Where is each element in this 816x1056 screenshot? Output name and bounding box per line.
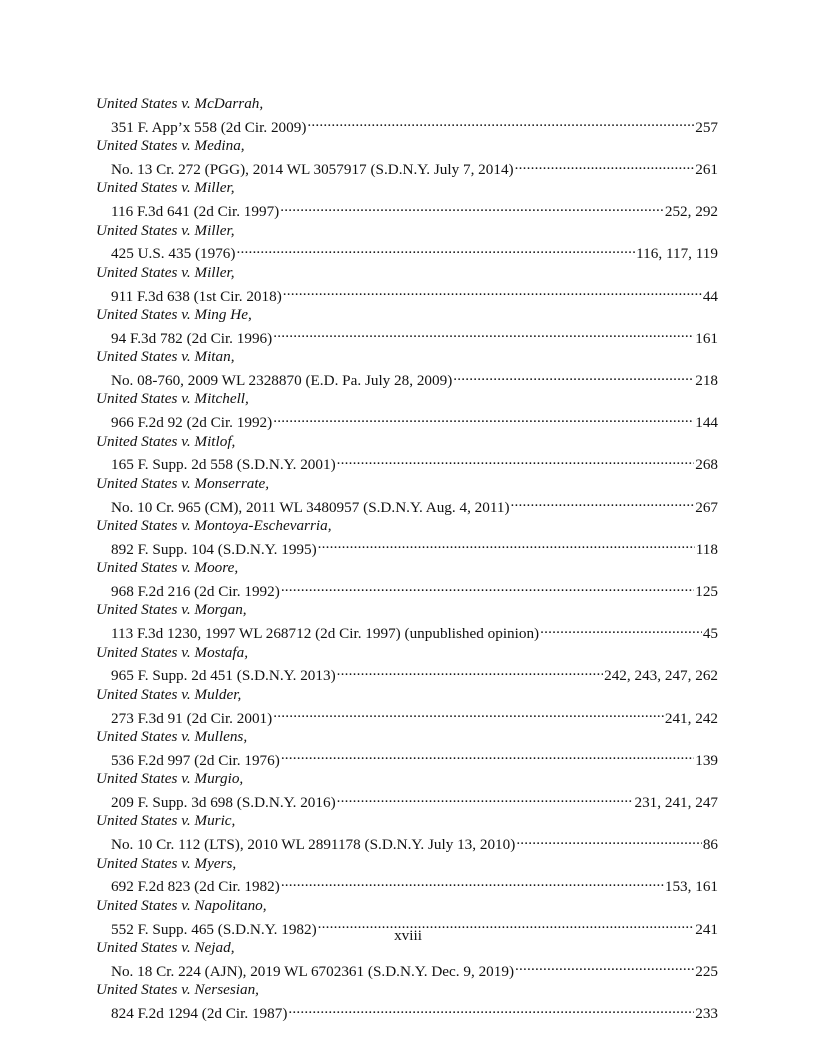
citation: No. 18 Cr. 224 (AJN), 2019 WL 6702361 (S.D.N.Y. Dec. 9, 2019) bbox=[111, 962, 515, 980]
page-references: 267 bbox=[695, 498, 718, 516]
citation-line bbox=[96, 957, 718, 981]
list-item bbox=[96, 137, 718, 179]
dot-leader bbox=[510, 493, 695, 511]
dot-leader bbox=[280, 578, 694, 596]
citation-line bbox=[96, 578, 718, 602]
citation: 966 F.2d 92 (2d Cir. 1992) bbox=[111, 414, 273, 432]
citation-line bbox=[96, 324, 718, 348]
dot-leader bbox=[272, 704, 664, 722]
citation-line bbox=[96, 1000, 718, 1024]
citation: 209 F. Supp. 3d 698 (S.D.N.Y. 2016) bbox=[111, 794, 336, 812]
page-references: 161 bbox=[695, 329, 718, 347]
page-references: 45 bbox=[702, 625, 718, 643]
dot-leader bbox=[306, 113, 694, 131]
case-name: United States v. Nejad, bbox=[96, 939, 235, 957]
citation-line bbox=[96, 831, 718, 855]
page-number: xviii bbox=[394, 927, 422, 944]
list-item bbox=[96, 644, 718, 686]
case-name: United States v. Miller, bbox=[96, 263, 235, 281]
dot-leader bbox=[336, 451, 695, 469]
list-item bbox=[96, 686, 718, 728]
citation: 94 F.3d 782 (2d Cir. 1996) bbox=[111, 329, 273, 347]
citation: 113 F.3d 1230, 1997 WL 268712 (2d Cir. 1997) (unpublished opinion) bbox=[111, 625, 540, 643]
citation-line bbox=[96, 620, 718, 644]
page-references: 233 bbox=[695, 1005, 718, 1023]
list-item bbox=[96, 601, 718, 643]
dot-leader bbox=[272, 409, 694, 427]
citation: 165 F. Supp. 2d 558 (S.D.N.Y. 2001) bbox=[111, 456, 336, 474]
dot-leader bbox=[287, 1000, 694, 1018]
case-name: United States v. Mostafa, bbox=[96, 643, 248, 661]
dot-leader bbox=[279, 198, 664, 216]
case-name: United States v. Murgio, bbox=[96, 770, 244, 788]
list-item bbox=[96, 390, 718, 432]
list-item bbox=[96, 95, 718, 137]
page-references: 218 bbox=[695, 372, 718, 390]
citation: No. 10 Cr. 965 (CM), 2011 WL 3480957 (S.D.N.Y. Aug. 4, 2011) bbox=[111, 498, 510, 516]
list-item bbox=[96, 812, 718, 854]
page-references: 139 bbox=[695, 751, 718, 769]
citation: 273 F.3d 91 (2d Cir. 2001) bbox=[111, 709, 273, 727]
case-name: United States v. Myers, bbox=[96, 854, 237, 872]
page-references: 261 bbox=[695, 161, 718, 178]
page-references: 242, 243, 247, 262 bbox=[604, 667, 718, 685]
citation-line bbox=[96, 535, 718, 559]
dot-leader bbox=[272, 324, 694, 342]
citation: 965 F. Supp. 2d 451 (S.D.N.Y. 2013) bbox=[111, 667, 336, 685]
list-item bbox=[96, 517, 718, 559]
citation-line bbox=[96, 873, 718, 897]
case-name: United States v. Mitlof, bbox=[96, 432, 236, 450]
page-references: 241 bbox=[695, 920, 718, 938]
citation: No. 08-760, 2009 WL 2328870 (E.D. Pa. July 28, 2009) bbox=[111, 372, 453, 390]
citation: 425 U.S. 435 (1976) bbox=[111, 245, 236, 263]
citation: 351 F. App’x 558 (2d Cir. 2009) bbox=[111, 118, 307, 136]
dot-leader bbox=[235, 240, 635, 258]
citation-line bbox=[96, 451, 718, 475]
page-references: 144 bbox=[695, 414, 718, 432]
case-name: United States v. Morgan, bbox=[96, 601, 247, 619]
case-name: United States v. Mitan, bbox=[96, 348, 235, 366]
case-name: United States v. Miller, bbox=[96, 179, 235, 197]
citation-line bbox=[96, 789, 718, 813]
dot-leader bbox=[539, 620, 702, 638]
citation-line bbox=[96, 704, 718, 728]
citation: 892 F. Supp. 104 (S.D.N.Y. 1995) bbox=[111, 540, 317, 558]
dot-leader bbox=[514, 156, 695, 174]
case-name: United States v. Moore, bbox=[96, 559, 239, 577]
list-item bbox=[96, 179, 718, 221]
page-references: 241, 242 bbox=[664, 709, 718, 727]
list-item bbox=[96, 475, 718, 517]
case-name: United States v. Mullens, bbox=[96, 728, 248, 746]
page-references: 225 bbox=[695, 962, 718, 980]
list-item bbox=[96, 264, 718, 306]
dot-leader bbox=[280, 746, 694, 764]
list-item bbox=[96, 728, 718, 770]
page-references: 44 bbox=[702, 287, 718, 305]
page-references: 257 bbox=[695, 118, 718, 136]
case-name: United States v. Napolitano, bbox=[96, 896, 267, 914]
list-item bbox=[96, 855, 718, 897]
list-item bbox=[96, 348, 718, 390]
dot-leader bbox=[280, 873, 664, 891]
page-references: 118 bbox=[695, 540, 718, 558]
citation-line bbox=[96, 113, 718, 137]
case-name: United States v. Miller, bbox=[96, 221, 235, 239]
page-references: 116, 117, 119 bbox=[636, 245, 718, 263]
citation: 968 F.2d 216 (2d Cir. 1992) bbox=[111, 583, 280, 601]
dot-leader bbox=[515, 831, 702, 849]
dot-leader bbox=[452, 367, 694, 385]
list-item bbox=[96, 306, 718, 348]
citation-line bbox=[96, 493, 718, 517]
citation: No. 10 Cr. 112 (LTS), 2010 WL 2891178 (S.D.N.Y. July 13, 2010) bbox=[111, 836, 516, 854]
citation-line bbox=[96, 662, 718, 686]
case-name: United States v. Ming He, bbox=[96, 306, 252, 324]
citation: 911 F.3d 638 (1st Cir. 2018) bbox=[111, 287, 282, 305]
page-references: 86 bbox=[702, 836, 718, 854]
citation-line bbox=[96, 282, 718, 306]
case-name: United States v. Medina, bbox=[96, 137, 245, 155]
page-references: 252, 292 bbox=[664, 203, 718, 221]
citation: No. 13 Cr. 272 (PGG), 2014 WL 3057917 (S.D.N.Y. July 7, 2014) bbox=[111, 161, 514, 178]
citation-line bbox=[96, 240, 718, 264]
case-name: United States v. Montoya-Eschevarria, bbox=[96, 517, 332, 535]
page-references: 268 bbox=[695, 456, 718, 474]
case-name: United States v. Mitchell, bbox=[96, 390, 249, 408]
list-item bbox=[96, 770, 718, 812]
citation: 692 F.2d 823 (2d Cir. 1982) bbox=[111, 878, 280, 896]
case-name: United States v. Mulder, bbox=[96, 685, 242, 703]
dot-leader bbox=[317, 535, 695, 553]
page-references: 231, 241, 247 bbox=[634, 794, 718, 812]
list-item bbox=[96, 433, 718, 475]
citation-line bbox=[96, 746, 718, 770]
citation-line bbox=[96, 409, 718, 433]
dot-leader bbox=[336, 662, 603, 680]
page-references: 125 bbox=[695, 583, 718, 601]
dot-leader bbox=[514, 957, 694, 975]
citation-line bbox=[96, 198, 718, 222]
citation: 116 F.3d 641 (2d Cir. 1997) bbox=[111, 203, 280, 221]
citation: 552 F. Supp. 465 (S.D.N.Y. 1982) bbox=[111, 920, 317, 938]
case-name: United States v. Muric, bbox=[96, 812, 236, 830]
case-name: United States v. Monserrate, bbox=[96, 474, 270, 492]
list-item bbox=[96, 981, 718, 1023]
list-item bbox=[96, 222, 718, 264]
case-name: United States v. Nersesian, bbox=[96, 981, 259, 999]
citation: 536 F.2d 997 (2d Cir. 1976) bbox=[111, 751, 280, 769]
citation-line bbox=[96, 367, 718, 391]
dot-leader bbox=[282, 282, 702, 300]
citation-line bbox=[96, 156, 718, 180]
list-item bbox=[96, 559, 718, 601]
citation: 824 F.2d 1294 (2d Cir. 1987) bbox=[111, 1005, 288, 1023]
table-of-authorities bbox=[96, 95, 718, 1023]
case-name: United States v. McDarrah, bbox=[96, 95, 264, 112]
page-references: 153, 161 bbox=[664, 878, 718, 896]
dot-leader bbox=[336, 789, 634, 807]
